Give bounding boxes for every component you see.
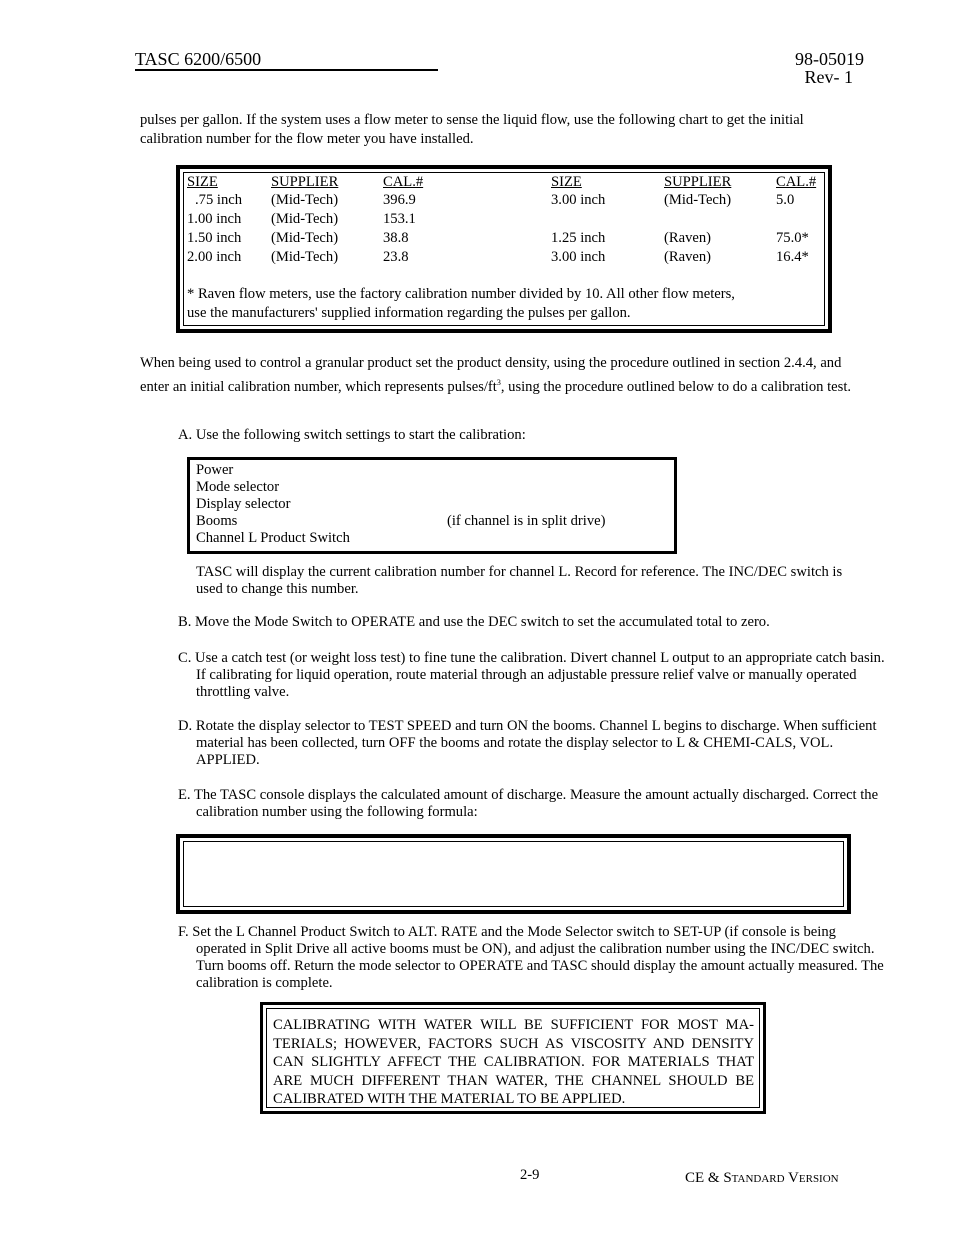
version-label: CE & Standard Version — [685, 1170, 839, 1186]
table-cell: 3.00 inch — [551, 192, 606, 208]
superscript: 3 — [496, 378, 501, 387]
table-footnote-1: * Raven flow meters, use the factory calibration number divided by 10. All other flow meters, — [187, 286, 735, 302]
granular-text-b: , using the procedure outlined below to do a calibration test. — [500, 378, 852, 395]
header-rule — [135, 69, 438, 71]
switch-note: (if channel is in split drive) — [447, 513, 606, 529]
table-cell: 1.00 inch — [187, 211, 242, 227]
table-cell: 38.8 — [383, 230, 409, 246]
table-header: SIZE — [551, 174, 582, 190]
table-cell: 5.0 — [776, 192, 795, 208]
intro-paragraph: pulses per gallon. If the system uses a flow meter to sense the liquid flow, use the following chart to get the initial calibration number for the flow meter you have installed. — [140, 112, 804, 147]
caution-text: CALIBRATING WITH WATER WILL BE SUFFICIENT FOR MOST MA-TERIALS; HOWEVER, FACTORS SUCH AS VISCOSITY AND DENSITY CAN SLIGHTLY AFFECT THE CALIBRATION. FOR MATERIALS THAT ARE MUCH DIFFERENT THAN WATER, THE CHANNEL SHOULD BE CALIBRATED WITH THE MATERIAL TO BE APPLIED. — [266, 1008, 760, 1108]
table-cell: (Mid-Tech) — [271, 230, 339, 246]
table-cell: 396.9 — [383, 192, 416, 208]
formula-box — [176, 834, 851, 914]
switch-power: Power — [196, 462, 234, 478]
doc-number: 98-05019 — [795, 49, 864, 69]
page-number: 2-9 — [520, 1167, 540, 1183]
table-header: SIZE — [187, 174, 218, 190]
granular-text-a: When being used to control a granular product set the product density, using the procedure outlined in section 2.4.4, and enter an initial calibration number, which represents pulses/ft — [140, 355, 842, 395]
revision: Rev- 1 — [804, 67, 853, 87]
table-cell: (Mid-Tech) — [271, 211, 339, 227]
table-footnote-2: use the manufacturers' supplied information regarding the pulses per gallon. — [187, 305, 631, 321]
table-cell: (Mid-Tech) — [271, 249, 339, 265]
switch-channel-l: Channel L Product Switch — [196, 530, 350, 546]
table-cell: 3.00 inch — [551, 249, 606, 265]
table-cell: 75.0* — [776, 230, 809, 246]
doc-title: TASC 6200/6500 — [135, 49, 262, 69]
table-cell: .75 inch — [195, 192, 243, 208]
step-c: C. Use a catch test (or weight loss test) to fine tune the calibration. Divert channel L output to an appropriate catch basin. If calibrating for liquid operation, route material through an adjustable pressure relief valve or manually operated throttling valve. — [178, 650, 885, 700]
table-header: CAL.# — [383, 174, 424, 190]
table-cell: 2.00 inch — [187, 249, 242, 265]
table-header: SUPPLIER — [271, 174, 339, 190]
switch-booms: Booms — [196, 513, 238, 529]
caution-box — [260, 1002, 766, 1114]
table-cell: (Raven) — [664, 230, 712, 246]
table-cell: (Mid-Tech) — [664, 192, 732, 208]
step-f: F. Set the L Channel Product Switch to ALT. RATE and the Mode Selector switch to SET-UP (if console is being operated in Split Drive all active booms must be ON), and adjust the calibration number using the INC/DEC switch. Turn booms off. Return the mode selector to OPERATE and TASC should display the amount actually measured. The calibration is complete. — [178, 924, 884, 991]
step-a: A. Use the following switch settings to start the calibration: — [178, 427, 526, 443]
switch-settings-box — [187, 457, 677, 554]
table-cell: 16.4* — [776, 249, 809, 265]
step-e: E. The TASC console displays the calculated amount of discharge. Measure the amount actually discharged. Correct the calibration number using the following formula: — [178, 787, 879, 820]
step-a-note: TASC will display the current calibration number for channel L. Record for reference. The INC/DEC switch is used to change this number. — [196, 564, 843, 597]
switch-display: Display selector — [196, 496, 291, 512]
table-cell: 1.25 inch — [551, 230, 606, 246]
table-header: SUPPLIER — [664, 174, 732, 190]
granular-paragraph — [140, 354, 868, 397]
table-cell: 23.8 — [383, 249, 409, 265]
table-cell: (Raven) — [664, 249, 712, 265]
table-cell: (Mid-Tech) — [271, 192, 339, 208]
step-d: D. Rotate the display selector to TEST SPEED and turn ON the booms. Channel L begins to discharge. When sufficient material has been collected, turn OFF the booms and rotate the display selector to L & CHEMI-CALS, VOL. APPLIED. — [178, 718, 877, 768]
table-cell: 1.50 inch — [187, 230, 242, 246]
table-header: CAL.# — [776, 174, 817, 190]
switch-mode: Mode selector — [196, 479, 280, 495]
table-cell: 153.1 — [383, 211, 416, 227]
step-b: B. Move the Mode Switch to OPERATE and use the DEC switch to set the accumulated total to zero. — [178, 614, 770, 630]
